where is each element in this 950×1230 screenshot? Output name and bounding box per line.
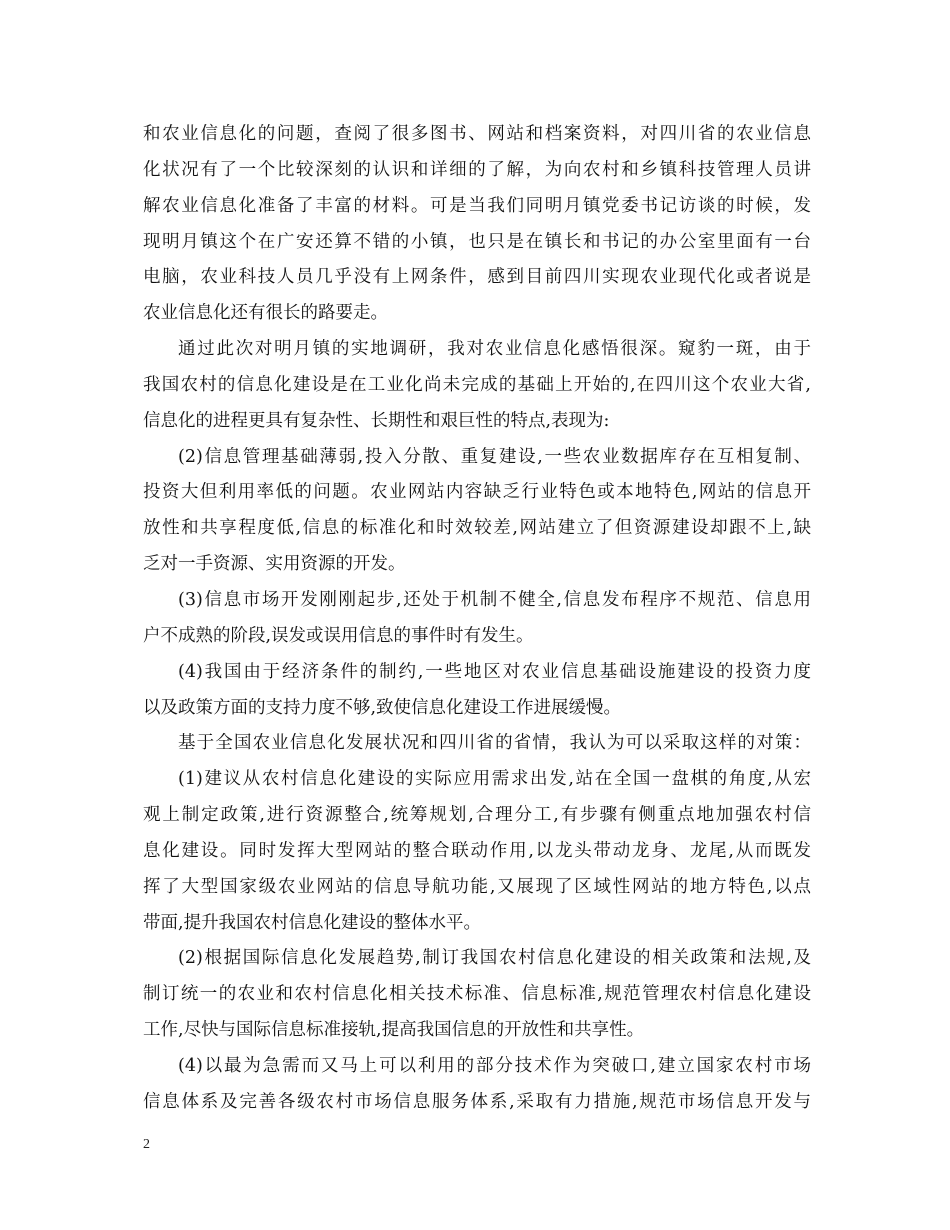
text-line: (3)信息市场开发刚刚起步,还处于机制不健全,信息发布程序不规范、信息用 (178, 589, 811, 610)
text-line: 以及政策方面的支持力度不够,致使信息化建设工作进展缓慢。 (143, 697, 622, 718)
text-line: (4)以最为急需而又马上可以利用的部分技术作为突破口,建立国家农村市场 (178, 1055, 811, 1076)
text-line: 基于全国农业信息化发展状况和四川省的省情，我认为可以采取这样的对策： (178, 733, 811, 754)
text-line: 我国农村的信息化建设是在工业化尚未完成的基础上开始的,在四川这个农业大省, (143, 374, 811, 395)
text-line: 农业信息化还有很长的路要走。 (143, 303, 388, 324)
text-line: 投资大但利用率低的问题。农业网站内容缺乏行业特色或本地特色,网站的信息开 (143, 482, 811, 503)
text-line: 挥了大型国家级农业网站的信息导航功能,又展现了区域性网站的地方特色,以点 (143, 876, 811, 897)
text-line: 现明月镇这个在广安还算不错的小镇，也只是在镇长和书记的办公室里面有一台 (143, 231, 811, 252)
text-line: 带面,提升我国农村信息化建设的整体水平。 (143, 912, 482, 933)
text-line: 化状况有了一个比较深刻的认识和详细的了解，为向农村和乡镇科技管理人员讲 (143, 159, 811, 180)
text-line: (2)信息管理基础薄弱,投入分散、重复建设,一些农业数据库存在互相复制、 (178, 446, 811, 467)
text-line: (1)建议从农村信息化建设的实际应用需求出发,站在全国一盘棋的角度,从宏 (178, 769, 811, 790)
text-line: 息化建设。同时发挥大型网站的整合联动作用,以龙头带动龙身、龙尾,从而既发 (143, 840, 811, 861)
document-body (143, 117, 811, 1121)
text-line: 观上制定政策,进行资源整合,统筹规划,合理分工,有步骤有侧重点地加强农村信 (143, 805, 811, 826)
text-line: 和农业信息化的问题，查阅了很多图书、网站和档案资料，对四川省的农业信息 (143, 124, 811, 144)
text-line: 信息化的进程更具有复杂性、长期性和艰巨性的特点,表现为: (143, 410, 610, 431)
text-line: 乏对一手资源、实用资源的开发。 (143, 554, 406, 575)
text-line: (4)我国由于经济条件的制约,一些地区对农业信息基础设施建设的投资力度 (178, 661, 811, 682)
text-line: (2)根据国际信息化发展趋势,制订我国农村信息化建设的相关政策和法规,及 (178, 948, 811, 969)
text-line: 电脑，农业科技人员几乎没有上网条件，感到目前四川实现农业现代化或者说是 (143, 267, 811, 288)
text-line: 户不成熟的阶段,误发或误用信息的事件时有发生。 (143, 625, 534, 646)
text-line: 工作,尽快与国际信息标准接轨,提高我国信息的开放性和共享性。 (143, 1020, 645, 1041)
text-line: 通过此次对明月镇的实地调研，我对农业信息化感悟很深。窥豹一斑，由于 (178, 339, 811, 360)
page-number: 2 (143, 1137, 150, 1152)
text-line: 信息体系及完善各级农村市场信息服务体系,采取有力措施,规范市场信息开发与 (143, 1091, 811, 1112)
text-line: 放性和共享程度低,信息的标准化和时效较差,网站建立了但资源建设却跟不上,缺 (143, 518, 811, 539)
text-line: 解农业信息化准备了丰富的材料。可是当我们同明月镇党委书记访谈的时候，发 (143, 195, 811, 216)
text-line: 制订统一的农业和农村信息化相关技术标准、信息标准,规范管理农村信息化建设 (143, 984, 811, 1005)
